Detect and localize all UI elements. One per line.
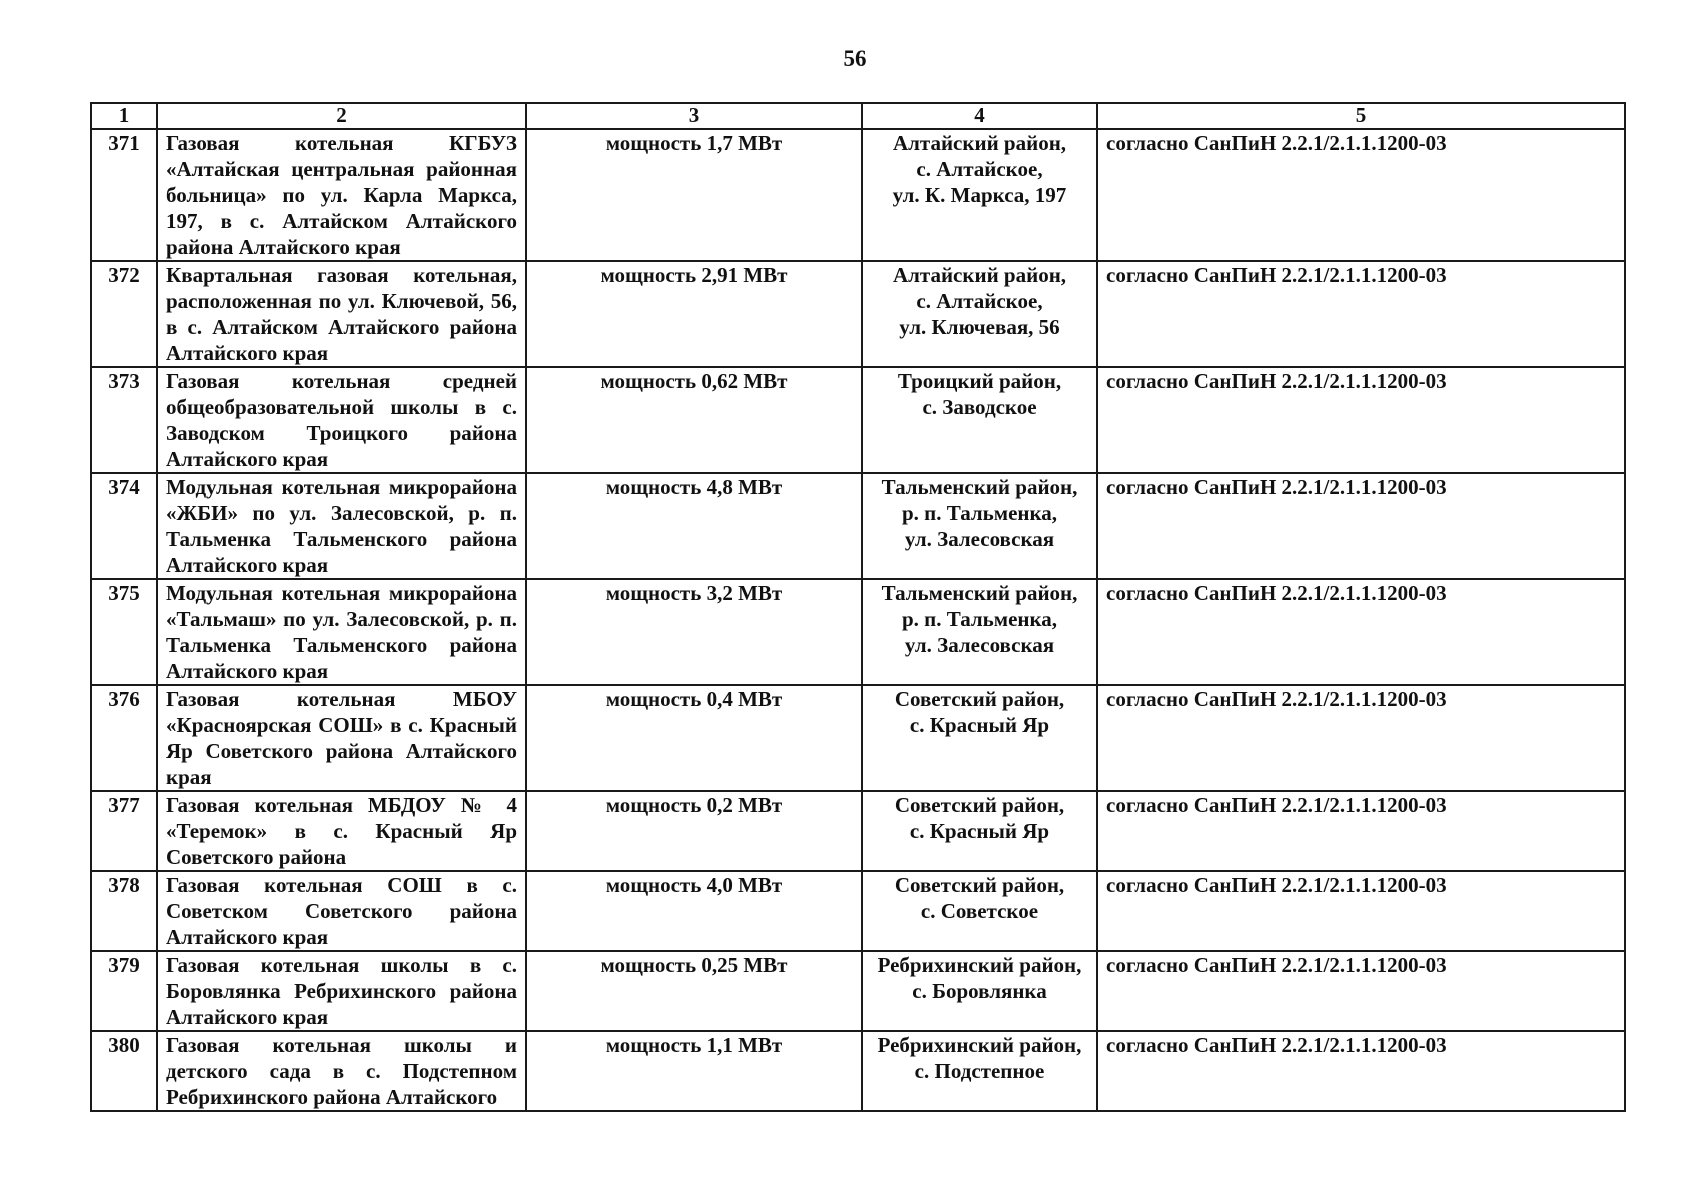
row-number: 377 [91,791,157,871]
facility-name: Газовая котельная МБОУ «Красноярская СОШ» в с. Красный Яр Советского района Алтайского края [157,685,526,791]
row-number: 371 [91,129,157,261]
facility-location [862,367,1097,473]
location-line: с. Алтайское, [916,157,1043,181]
table-body [91,129,1625,1111]
facility-name: Газовая котельная школы и детского сада в с. Подстепном Ребрихинского района Алтайского [157,1031,526,1111]
row-number: 376 [91,685,157,791]
location-line: Советский район, [894,793,1065,817]
facility-power: мощность 4,8 МВт [526,473,862,579]
facility-power: мощность 0,25 МВт [526,951,862,1031]
table-row [91,473,1625,579]
column-header-1: 1 [91,103,157,129]
row-number: 378 [91,871,157,951]
facility-location [862,1031,1097,1111]
sanitary-norm: согласно СанПиН 2.2.1/2.1.1.1200-03 [1097,685,1625,791]
facility-power: мощность 4,0 МВт [526,871,862,951]
facility-location [862,685,1097,791]
facility-name: Газовая котельная школы в с. Боровлянка Ребрихинского района Алтайского края [157,951,526,1031]
table-row [91,579,1625,685]
header-row [91,103,1625,129]
table-row [91,367,1625,473]
facility-location [862,791,1097,871]
facility-name: Модульная котельная микрорайона «ЖБИ» по ул. Залесовской, р. п. Тальменка Тальменского района Алтайского края [157,473,526,579]
facility-location [862,473,1097,579]
location-line: Тальменский район, [881,475,1078,499]
row-number: 372 [91,261,157,367]
location-line: ул. К. Маркса, 197 [892,183,1067,207]
location-line: с. Подстепное [914,1059,1045,1083]
facility-power: мощность 0,2 МВт [526,791,862,871]
sanitary-norm: согласно СанПиН 2.2.1/2.1.1.1200-03 [1097,473,1625,579]
row-number: 375 [91,579,157,685]
location-line: Троицкий район, [897,369,1062,393]
table-row [91,951,1625,1031]
table-row [91,1031,1625,1111]
table-row [91,791,1625,871]
facility-location [862,129,1097,261]
facility-name: Газовая котельная СОШ в с. Советском Советского района Алтайского края [157,871,526,951]
location-line: с. Красный Яр [909,819,1050,843]
facility-name: Квартальная газовая котельная, расположенная по ул. Ключевой, 56, в с. Алтайском Алтайского района Алтайского края [157,261,526,367]
location-line: ул. Залесовская [904,527,1055,551]
table-row [91,129,1625,261]
facility-power: мощность 1,7 МВт [526,129,862,261]
facility-name: Газовая котельная средней общеобразовательной школы в с. Заводском Троицкого района Алтайского края [157,367,526,473]
location-line: Ребрихинский район, [877,1033,1082,1057]
location-line: ул. Ключевая, 56 [899,315,1060,339]
location-line: с. Советское [920,899,1039,923]
facility-location [862,261,1097,367]
facility-name: Газовая котельная МБДОУ № 4 «Теремок» в с. Красный Яр Советского района [157,791,526,871]
facility-name: Модульная котельная микрорайона «Тальмаш» по ул. Залесовской, р. п. Тальменка Тальменского района Алтайского края [157,579,526,685]
location-line: с. Алтайское, [916,289,1043,313]
location-line: Алтайский район, [892,131,1067,155]
location-line: р. п. Тальменка, [901,607,1058,631]
location-line: с. Боровлянка [912,979,1047,1003]
facility-power: мощность 2,91 МВт [526,261,862,367]
sanitary-norm: согласно СанПиН 2.2.1/2.1.1.1200-03 [1097,871,1625,951]
sanitary-norm: согласно СанПиН 2.2.1/2.1.1.1200-03 [1097,791,1625,871]
sanitary-norm: согласно СанПиН 2.2.1/2.1.1.1200-03 [1097,1031,1625,1111]
table-row [91,685,1625,791]
location-line: с. Красный Яр [909,713,1050,737]
location-line: с. Заводское [922,395,1037,419]
facility-name: Газовая котельная КГБУЗ «Алтайская центральная районная больница» по ул. Карла Маркса, 197, в с. Алтайском Алтайского района Алтайского края [157,129,526,261]
location-line: Тальменский район, [881,581,1078,605]
boiler-table [90,102,1626,1112]
sanitary-norm: согласно СанПиН 2.2.1/2.1.1.1200-03 [1097,367,1625,473]
sanitary-norm: согласно СанПиН 2.2.1/2.1.1.1200-03 [1097,951,1625,1031]
location-line: р. п. Тальменка, [901,501,1058,525]
column-header-3: 3 [526,103,862,129]
table-header [91,103,1625,129]
facility-power: мощность 3,2 МВт [526,579,862,685]
location-line: Алтайский район, [892,263,1067,287]
sanitary-norm: согласно СанПиН 2.2.1/2.1.1.1200-03 [1097,579,1625,685]
facility-location [862,579,1097,685]
location-line: Советский район, [894,873,1065,897]
column-header-5: 5 [1097,103,1625,129]
row-number: 374 [91,473,157,579]
facility-location [862,951,1097,1031]
facility-power: мощность 0,62 МВт [526,367,862,473]
facility-power: мощность 1,1 МВт [526,1031,862,1111]
facility-power: мощность 0,4 МВт [526,685,862,791]
page-number: 56 [843,46,867,71]
facility-location [862,871,1097,951]
column-header-4: 4 [862,103,1097,129]
column-header-2: 2 [157,103,526,129]
location-line: Ребрихинский район, [877,953,1082,977]
table-row [91,871,1625,951]
table-row [91,261,1625,367]
location-line: Советский район, [894,687,1065,711]
location-line: ул. Залесовская [904,633,1055,657]
row-number: 379 [91,951,157,1031]
sanitary-norm: согласно СанПиН 2.2.1/2.1.1.1200-03 [1097,129,1625,261]
sanitary-norm: согласно СанПиН 2.2.1/2.1.1.1200-03 [1097,261,1625,367]
row-number: 380 [91,1031,157,1111]
row-number: 373 [91,367,157,473]
